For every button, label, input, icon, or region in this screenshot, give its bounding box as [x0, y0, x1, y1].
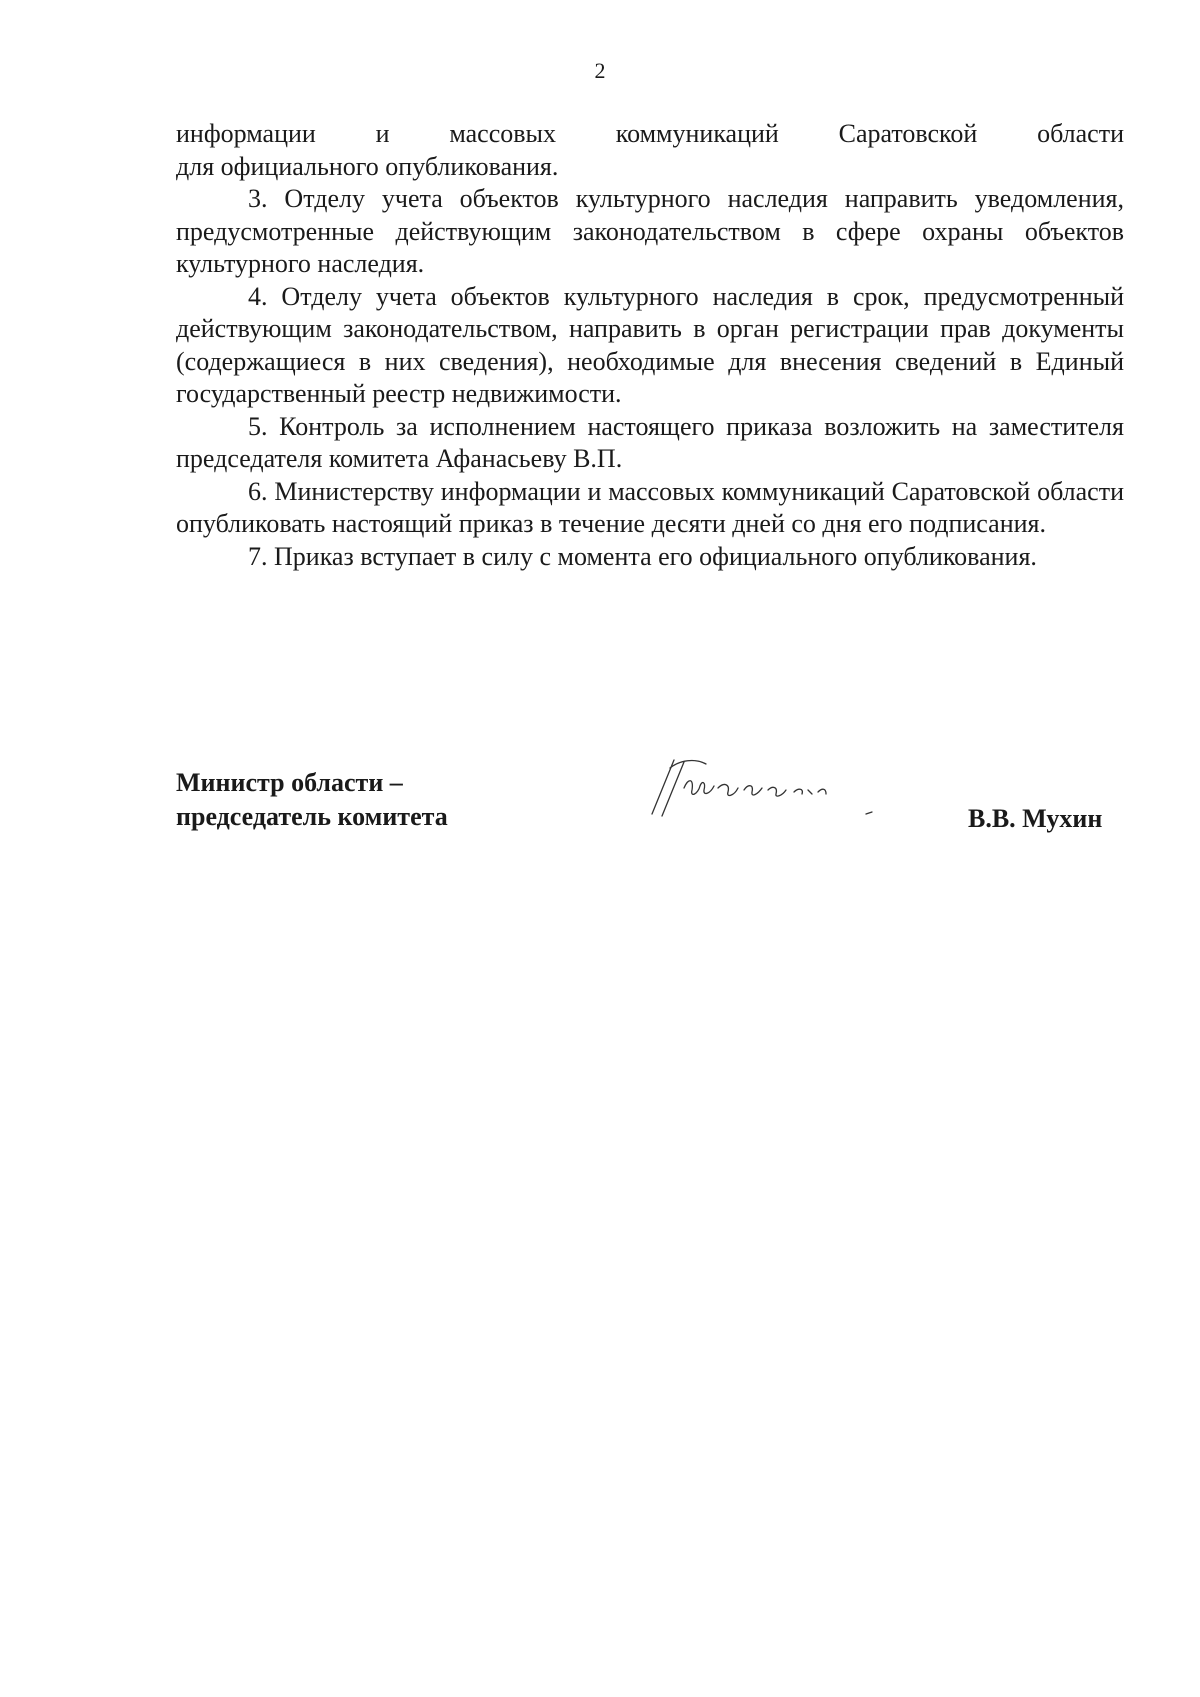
paragraph-3: 3. Отделу учета объектов культурного наследия направить уведомления, предусмотренные действующим законодательством в сфере охраны объектов культурного наследия.	[176, 184, 1124, 278]
signatory-position-line-1: Министр области –	[176, 768, 403, 797]
signatory-name: В.В. Мухин	[968, 804, 1103, 833]
paragraph-5: 5. Контроль за исполнением настоящего приказа возложить на заместителя председателя комитета Афанасьеву В.П.	[176, 411, 1124, 473]
handwritten-signature-icon	[640, 748, 930, 828]
paragraph-7: 7. Приказ вступает в силу с момента его официального опубликования.	[248, 541, 1037, 571]
paragraph-continued-line-2: для официального опубликования.	[176, 151, 559, 181]
paragraph-continued-line-1: информации и массовых коммуникаций Саратовской области	[176, 119, 1124, 148]
paragraph-4: 4. Отделу учета объектов культурного наследия в срок, предусмотренный действующим законодательством, направить в орган регистрации прав документы (содержащиеся в них сведения), необходимые для внесения сведений в Единый государственный реестр недвижимости.	[176, 281, 1124, 408]
paragraph-6: 6. Министерству информации и массовых коммуникаций Саратовской области опубликовать настоящий приказ в течение десяти дней со дня его подписания.	[176, 476, 1124, 538]
signatory-position-line-2: председатель комитета	[176, 802, 448, 831]
signatory-position	[176, 766, 448, 834]
page-number: 2	[594, 58, 606, 83]
document-body	[176, 118, 1124, 573]
